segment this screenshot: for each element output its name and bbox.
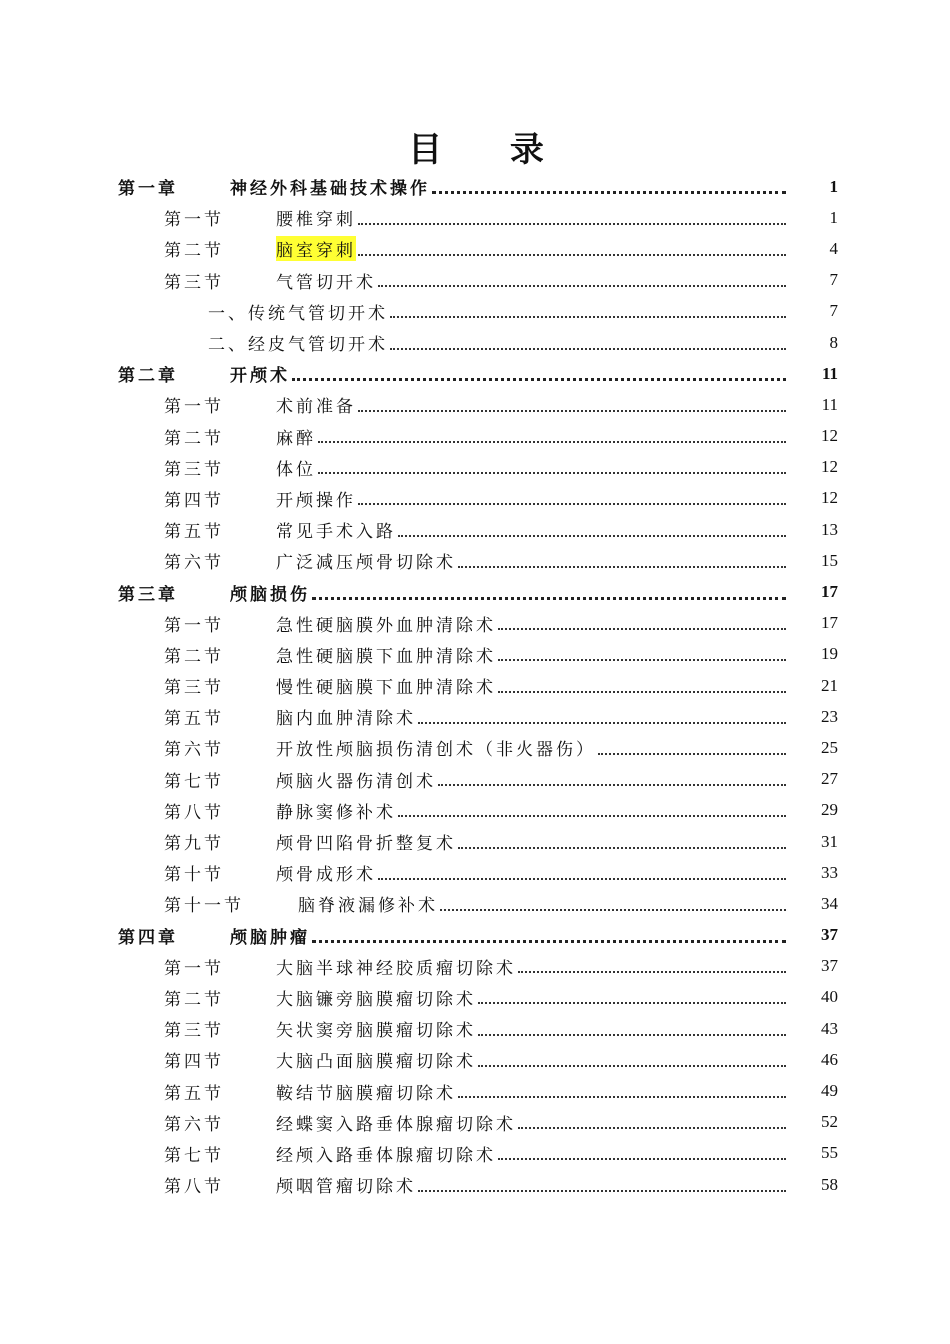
toc-entry-title: 慢性硬脑膜下血肿清除术: [276, 678, 496, 699]
dot-leader: [498, 659, 786, 661]
toc-entry-section[interactable]: [118, 608, 838, 639]
toc-entry-number: 第一节: [164, 958, 224, 979]
dot-leader: [478, 1034, 786, 1036]
toc-entry-page-number: 23: [821, 706, 838, 726]
toc-entry-title: 开颅操作: [276, 490, 356, 511]
dot-leader: [398, 535, 786, 537]
toc-entry-chapter[interactable]: [118, 171, 838, 202]
toc-entry-page-number: 37: [821, 956, 838, 976]
toc-entry-number: 第一节: [164, 615, 224, 636]
toc-entry-page-number: 34: [821, 893, 838, 913]
dot-leader: [312, 597, 786, 600]
toc-entry-number: 第五节: [164, 709, 224, 730]
toc-entry-title: 开放性颅脑损伤清创术（非火器伤）: [276, 740, 596, 761]
dot-leader: [458, 847, 786, 849]
toc-entry-section[interactable]: [118, 857, 838, 888]
toc-entry-number: 第三章: [118, 584, 178, 605]
dot-leader: [390, 316, 786, 318]
dot-leader: [518, 1127, 786, 1129]
toc-entry-number: 第二章: [118, 366, 178, 387]
toc-entry-section[interactable]: [118, 1169, 838, 1200]
toc-entry-section[interactable]: [118, 202, 838, 233]
toc-entry-title: 气管切开术: [276, 272, 376, 293]
dot-leader: [390, 348, 786, 350]
toc-entry-page-number: 7: [829, 301, 838, 321]
toc-entry-title: 开颅术: [230, 366, 290, 387]
toc-title: 目 录: [408, 130, 572, 170]
toc-entry-number: 第二节: [164, 989, 224, 1010]
toc-entry-title: 二、经皮气管切开术: [208, 335, 388, 356]
dot-leader: [458, 566, 786, 568]
toc-entry-page-number: 13: [821, 519, 838, 539]
dot-leader: [438, 784, 786, 786]
toc-entry-page-number: 12: [821, 457, 838, 477]
toc-entry-number: 第四节: [164, 1052, 224, 1073]
toc-entry-page-number: 12: [821, 426, 838, 446]
toc-entry-title: 腰椎穿刺: [276, 210, 356, 231]
toc-entry-title: 颅骨成形术: [276, 865, 376, 886]
toc-entry-section[interactable]: [118, 982, 838, 1013]
toc-entry-number: 第三节: [164, 1021, 224, 1042]
toc-entry-number: 第六节: [164, 553, 224, 574]
dot-leader: [498, 691, 786, 693]
toc-entry-number: 第四章: [118, 927, 178, 948]
toc-entry-number: 第九节: [164, 834, 224, 855]
toc-entry-chapter[interactable]: [118, 358, 838, 389]
toc-entry-page-number: 46: [821, 1049, 838, 1069]
toc-entry-number: 第十节: [164, 865, 224, 886]
toc-entry-chapter[interactable]: [118, 576, 838, 607]
toc-entry-section[interactable]: [118, 389, 838, 420]
toc-entry-section[interactable]: [118, 951, 838, 982]
toc-entry-page-number: 37: [821, 925, 838, 945]
toc-entry-section[interactable]: [118, 1075, 838, 1106]
toc-entry-page-number: 27: [821, 769, 838, 789]
toc-entry-page-number: 25: [821, 737, 838, 757]
dot-leader: [318, 472, 786, 474]
toc-entry-page-number: 8: [829, 332, 838, 352]
toc-entry-number: 第二节: [164, 428, 224, 449]
toc-entry-number: 第二节: [164, 241, 224, 262]
toc-entry-section[interactable]: [118, 452, 838, 483]
dot-leader: [358, 223, 786, 225]
toc-entry-page-number: 40: [821, 987, 838, 1007]
toc-entry-section[interactable]: [118, 421, 838, 452]
dot-leader: [358, 410, 786, 412]
toc-entry-title: 常见手术入路: [276, 522, 396, 543]
toc-entry-title: 广泛减压颅骨切除术: [276, 553, 456, 574]
toc-entry-section[interactable]: [118, 1013, 838, 1044]
toc-entry-number: 第四节: [164, 490, 224, 511]
toc-entry-page-number: 49: [821, 1081, 838, 1101]
dot-leader: [378, 878, 786, 880]
toc-entry-page-number: 58: [821, 1174, 838, 1194]
toc-entry-section[interactable]: [118, 795, 838, 826]
toc-entry-section[interactable]: [118, 1107, 838, 1138]
dot-leader: [478, 1065, 786, 1067]
toc-entry-section[interactable]: [118, 826, 838, 857]
toc-entry-number: 第二节: [164, 646, 224, 667]
toc-entry-title: 静脉窦修补术: [276, 802, 396, 823]
toc-entry-title: 体位: [276, 459, 316, 480]
toc-entry-title-highlighted: 脑室穿刺: [276, 236, 356, 261]
toc-entry-number: 第十一节: [164, 896, 244, 917]
dot-leader: [318, 441, 786, 443]
toc-entry-section[interactable]: [118, 670, 838, 701]
toc-entry-title: 急性硬脑膜外血肿清除术: [276, 615, 496, 636]
toc-entry-page-number: 15: [821, 550, 838, 570]
dot-leader: [432, 191, 786, 194]
toc-entry-title: 脑内血肿清除术: [276, 709, 416, 730]
dot-leader: [518, 971, 786, 973]
toc-entry-number: 第六节: [164, 1114, 224, 1135]
dot-leader: [498, 1158, 786, 1160]
dot-leader: [418, 722, 786, 724]
toc-entry-number: 第八节: [164, 802, 224, 823]
dot-leader: [312, 940, 786, 943]
toc-entry-title: 经颅入路垂体腺瘤切除术: [276, 1145, 496, 1166]
toc-entry-page-number: 7: [829, 270, 838, 290]
toc-entry-section[interactable]: [118, 233, 838, 264]
toc-entry-section[interactable]: [118, 265, 838, 296]
toc-entry-page-number: 33: [821, 862, 838, 882]
dot-leader: [292, 378, 786, 381]
toc-entry-section[interactable]: [118, 888, 838, 919]
toc-entry-subsection[interactable]: [118, 327, 838, 358]
toc-entry-page-number: 52: [821, 1112, 838, 1132]
toc-entry-page-number: 31: [821, 831, 838, 851]
toc-entry-page-number: 43: [821, 1018, 838, 1038]
dot-leader: [398, 815, 786, 817]
toc-entry-page-number: 1: [829, 176, 838, 196]
dot-leader: [440, 909, 786, 911]
toc-entry-title: 颅脑火器伤清创术: [276, 771, 436, 792]
toc-entry-number: 第七节: [164, 1145, 224, 1166]
toc-entry-number: 第一章: [118, 179, 178, 200]
toc-entry-section[interactable]: [118, 545, 838, 576]
toc-entry-number: 第三节: [164, 678, 224, 699]
toc-entry-title: 鞍结节脑膜瘤切除术: [276, 1083, 456, 1104]
toc-entry-number: 第六节: [164, 740, 224, 761]
toc-entry-title: 颅脑损伤: [230, 584, 310, 605]
toc-entry-page-number: 19: [821, 644, 838, 664]
toc-entry-section[interactable]: [118, 1044, 838, 1075]
toc-entry-section[interactable]: [118, 1138, 838, 1169]
toc-entry-title: 大脑凸面脑膜瘤切除术: [276, 1052, 476, 1073]
toc-entry-title: 急性硬脑膜下血肿清除术: [276, 646, 496, 667]
toc-entry-section[interactable]: [118, 639, 838, 670]
dot-leader: [378, 285, 786, 287]
dot-leader: [418, 1190, 786, 1192]
toc-entry-chapter[interactable]: [118, 920, 838, 951]
dot-leader: [358, 503, 786, 505]
toc-entry-title: 大脑镰旁脑膜瘤切除术: [276, 989, 476, 1010]
dot-leader: [478, 1002, 786, 1004]
dot-leader: [498, 628, 786, 630]
toc-entry-number: 第七节: [164, 771, 224, 792]
toc-entry-page-number: 11: [821, 363, 838, 383]
toc-entry-page-number: 1: [829, 207, 838, 227]
toc-entry-title: 一、传统气管切开术: [208, 303, 388, 324]
toc-entry-page-number: 11: [821, 394, 838, 414]
toc-entry-number: 第一节: [164, 397, 224, 418]
toc-entry-number: 第五节: [164, 522, 224, 543]
toc-entry-page-number: 4: [829, 238, 838, 258]
toc-entry-title: 术前准备: [276, 397, 356, 418]
toc-entry-title: 脑脊液漏修补术: [298, 896, 438, 917]
toc-entry-section[interactable]: [118, 732, 838, 763]
dot-leader: [358, 254, 786, 256]
toc-entry-section[interactable]: [118, 514, 838, 545]
toc-entry-number: 第三节: [164, 459, 224, 480]
toc-entry-number: 第一节: [164, 210, 224, 231]
dot-leader: [458, 1096, 786, 1098]
toc-entry-page-number: 17: [821, 582, 838, 602]
toc-entry-title: 颅脑肿瘤: [230, 927, 310, 948]
toc-entry-number: 第八节: [164, 1177, 224, 1198]
toc-list: [118, 171, 838, 1200]
toc-entry-section[interactable]: [118, 701, 838, 732]
dot-leader: [598, 753, 786, 755]
toc-entry-title: 颅咽管瘤切除术: [276, 1177, 416, 1198]
toc-entry-title: 麻醉: [276, 428, 316, 449]
toc-entry-title: 经蝶窦入路垂体腺瘤切除术: [276, 1114, 516, 1135]
toc-entry-section[interactable]: [118, 483, 838, 514]
toc-entry-number: 第三节: [164, 272, 224, 293]
toc-entry-page-number: 21: [821, 675, 838, 695]
toc-entry-page-number: 17: [821, 613, 838, 633]
toc-entry-number: 第五节: [164, 1083, 224, 1104]
toc-entry-title: 颅骨凹陷骨折整复术: [276, 834, 456, 855]
toc-entry-title: 矢状窦旁脑膜瘤切除术: [276, 1021, 476, 1042]
toc-entry-section[interactable]: [118, 764, 838, 795]
toc-entry-page-number: 12: [821, 488, 838, 508]
toc-entry-page-number: 29: [821, 800, 838, 820]
toc-entry-page-number: 55: [821, 1143, 838, 1163]
toc-entry-title: 大脑半球神经胶质瘤切除术: [276, 958, 516, 979]
toc-entry-title: 神经外科基础技术操作: [230, 179, 430, 200]
toc-entry-subsection[interactable]: [118, 296, 838, 327]
